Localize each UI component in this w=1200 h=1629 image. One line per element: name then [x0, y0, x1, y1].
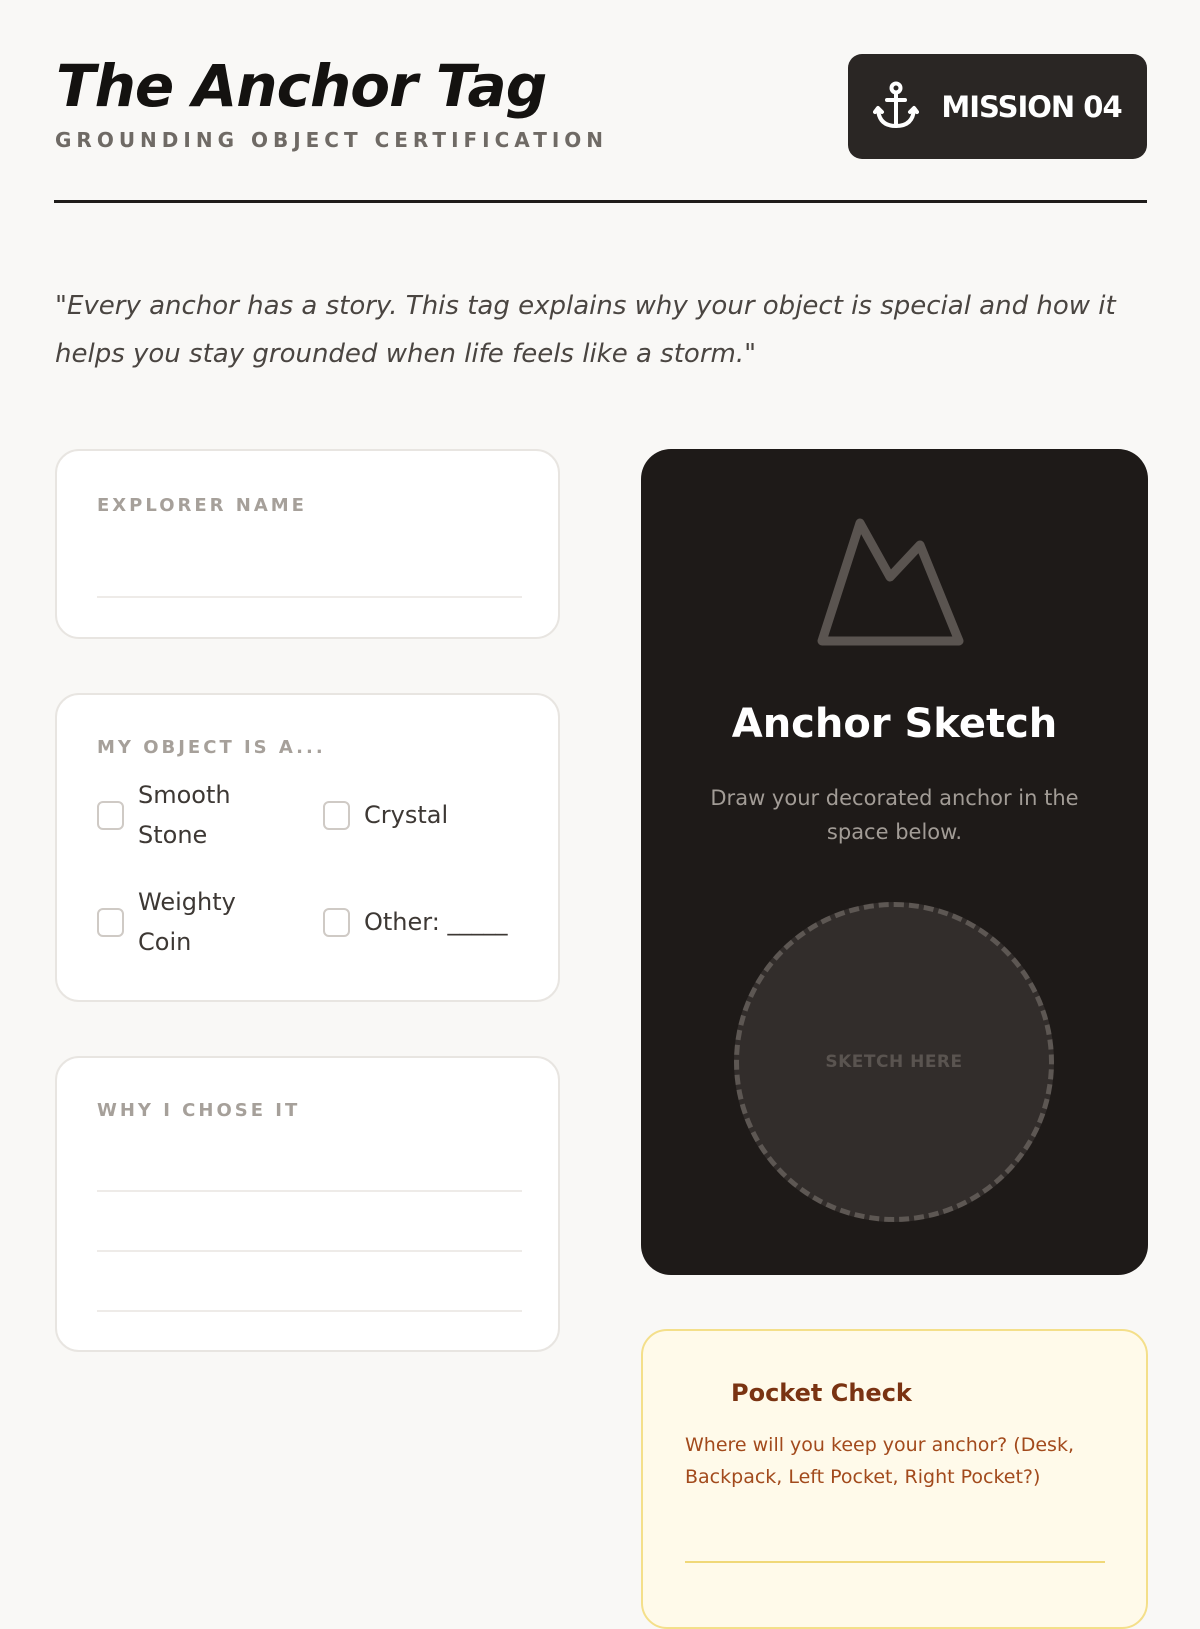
sketch-placeholder: SKETCH HERE — [825, 1052, 963, 1072]
option-label: Smooth Stone — [138, 781, 231, 849]
why-chose-card — [55, 1056, 560, 1352]
explorer-name-label: EXPLORER NAME — [97, 495, 307, 516]
object-type-card — [55, 693, 560, 1002]
why-line-2[interactable] — [97, 1250, 522, 1252]
option-other[interactable] — [323, 902, 507, 942]
intro-quote: "Every anchor has a story. This tag explains why your object is special and how it helps you stay grounded when life feels like a storm." — [55, 291, 1116, 369]
checkbox[interactable] — [323, 908, 350, 937]
mission-badge — [848, 54, 1147, 159]
why-chose-label: WHY I CHOSE IT — [97, 1100, 301, 1121]
checkbox[interactable] — [97, 908, 124, 937]
checkbox[interactable] — [323, 801, 350, 830]
header-divider — [54, 200, 1147, 203]
mission-label: MISSION 04 — [941, 89, 1122, 124]
why-line-1[interactable] — [97, 1190, 522, 1192]
sketch-title: Anchor Sketch — [731, 701, 1058, 747]
explorer-name-card — [55, 449, 560, 639]
anchor-sketch-panel — [641, 449, 1148, 1275]
page-title: The Anchor Tag — [56, 52, 547, 120]
checkbox[interactable] — [97, 801, 124, 830]
option-smooth-stone[interactable] — [97, 775, 248, 855]
why-line-3[interactable] — [97, 1310, 522, 1312]
option-label: Weighty Coin — [138, 888, 236, 956]
option-weighty-coin[interactable] — [97, 882, 248, 962]
pocket-check-title: Pocket Check — [731, 1379, 912, 1407]
pocket-check-answer-line[interactable] — [685, 1561, 1105, 1563]
pocket-check-card — [641, 1329, 1148, 1629]
sketch-area[interactable] — [734, 902, 1054, 1222]
option-label: Crystal — [364, 801, 449, 829]
anchor-icon — [873, 80, 919, 134]
explorer-name-field[interactable] — [97, 596, 522, 598]
page-subtitle: GROUNDING OBJECT CERTIFICATION — [55, 128, 609, 152]
option-crystal[interactable] — [323, 795, 448, 835]
object-type-label: MY OBJECT IS A... — [97, 737, 326, 758]
pocket-check-description: Where will you keep your anchor? (Desk, Backpack, Left Pocket, Right Pocket?) — [685, 1434, 1074, 1488]
option-label: Other: _____ — [364, 908, 508, 936]
mountain-icon — [816, 515, 966, 653]
sketch-description: Draw your decorated anchor in the space below. — [710, 786, 1079, 844]
